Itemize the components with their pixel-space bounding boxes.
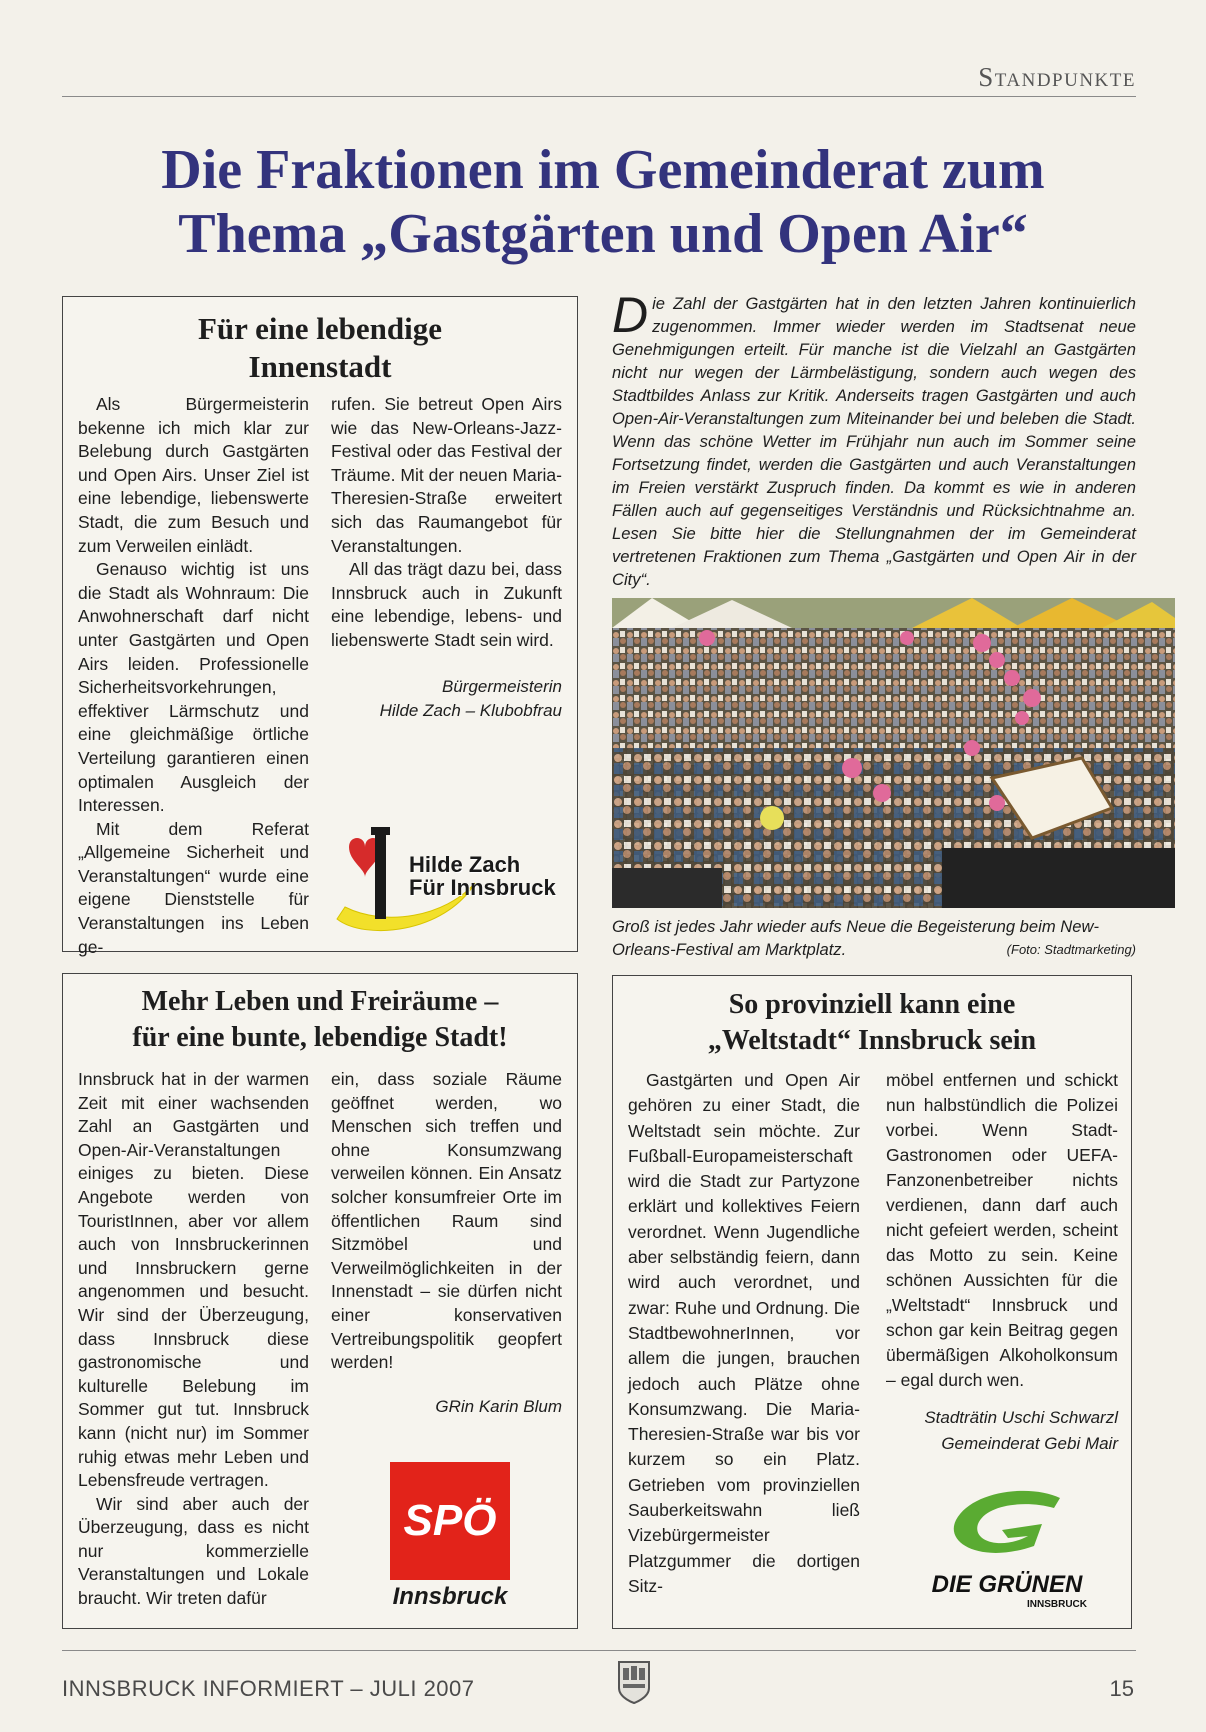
gruene-logo bbox=[907, 1486, 1107, 1611]
bottom-rule bbox=[62, 1650, 1136, 1651]
spoe-logo bbox=[390, 1462, 510, 1614]
festival-photo bbox=[612, 598, 1175, 908]
hilde-zach-logo bbox=[325, 817, 565, 937]
footer-publication: INNSBRUCK INFORMIERT – JULI 2007 bbox=[62, 1676, 475, 1701]
hilde-zach-logo-text bbox=[409, 853, 556, 899]
gruene-logo-name: DIE GRÜNEN bbox=[931, 1571, 1083, 1598]
paragraph: Mit dem Referat „Allgemeine Sicherheit und Veranstaltungen“ wurde eine eigene Dienststelle für Veranstaltungen ins Leben ge- bbox=[78, 818, 309, 957]
paragraph: rufen. Sie betreut Open Airs wie das New-Orleans-Jazz-Festival oder das Festival der Träume. Mit der neuen Maria-Theresien-Straße erweitert sich das Raumangebot für Veranstaltungen. bbox=[331, 394, 562, 556]
box3-title-line-2: „Weltstadt“ Innsbruck sein bbox=[707, 1025, 1037, 1056]
innsbruck-crest-icon bbox=[617, 1660, 651, 1709]
section-label: Standpunkte bbox=[978, 62, 1136, 92]
paragraph: Als Bürgermeisterin bekenne ich mich klar zur Belebung durch Gastgärten und Open Airs. Unser Ziel ist eine lebendige, liebenswerte Stadt, die zum Besuch und zum Verweilen einlädt. bbox=[78, 394, 309, 556]
paragraph: Genauso wichtig ist uns die Stadt als Wohnraum: Die Anwohnerschaft darf nicht unter Gastgärten und Open Airs leiden. Professionelle Sicherheitsvorkehrungen, effektiver Lärmschutz und eine gleichmäßige örtliche Verteilung garantieren einen optimalen Ausgleich der Interessen. bbox=[78, 559, 309, 816]
box3-title-line-1: So provinziell kann eine bbox=[728, 989, 1016, 1020]
box2-title-line-2: für eine bunte, lebendige Stadt! bbox=[132, 1022, 508, 1053]
top-rule bbox=[62, 96, 1136, 97]
spoe-logo-box: SPÖ bbox=[390, 1462, 510, 1580]
box2-title-line-1: Mehr Leben und Freiräume – bbox=[141, 986, 499, 1017]
photo-credit: (Foto: Stadtmarketing) bbox=[1006, 942, 1136, 957]
logo-line-1: Hilde Zach bbox=[409, 852, 521, 877]
box2-signature: GRin Karin Blum bbox=[435, 1396, 562, 1416]
logo-line-2: Für Innsbruck bbox=[409, 875, 556, 900]
spoe-logo-city: Innsbruck bbox=[392, 1583, 508, 1610]
statement-box-gruene bbox=[612, 975, 1132, 1629]
crest-graphic bbox=[617, 1660, 651, 1704]
page-title-line-1: Die Fraktionen im Gemeinderat zum bbox=[161, 139, 1045, 201]
signature-title: Bürgermeisterin bbox=[442, 676, 562, 696]
box1-column-1 bbox=[78, 393, 309, 959]
box1-title-line-2: Innenstadt bbox=[248, 349, 392, 384]
paragraph: möbel entfernen und schickt nun halbstündlich die Polizei vorbei. Wenn Stadt-Gastronomen oder UEFA-Fanzonenbetreiber nichts verdienen, dann darf auch nicht gefeiert werden, scheint das Motto zu sein. Keine schönen Aussichten für die „Weltstadt“ Innsbruck und schon gar kein Beitrag gegen übermäßigen Alkoholkonsum – egal durch wen. bbox=[886, 1070, 1118, 1390]
statement-box-spoe bbox=[62, 973, 578, 1629]
box1-title-line-1: Für eine lebendige bbox=[198, 311, 442, 346]
box2-column-1 bbox=[78, 1068, 309, 1611]
page-title bbox=[62, 138, 1144, 266]
paragraph: ein, dass soziale Räume geöffnet werden, wo Menschen sich treffen und ohne Konsumzwang verweilen können. Ein Ansatz solcher konsumfreier Orte im öffentlichen Raum sind Sitzmöbel und Verweilmöglichkeiten in der Innenstadt – sie dürfen nicht einer konservativen Vertreibungspolitik geopfert werden! bbox=[331, 1069, 562, 1373]
statement-box-oevp bbox=[62, 296, 578, 957]
drop-cap: D bbox=[612, 287, 649, 343]
intro-text bbox=[612, 287, 1136, 591]
paragraph: Innsbruck hat in der warmen Zeit mit einer wachsenden Zahl an Gastgärten und Open-Air-Veranstaltungen einiges zu bieten. Diese Angebote werden von TouristInnen, aber vor allem auch von Innsbruckerinnen und Innsbruckern gerne angenommen und besucht. Wir sind der Überzeugung, dass Innsbruck diese gastronomische und kulturelle Belebung im Sommer gut tut. Innsbruck kann (nicht nur) im Sommer ruhig etwas mehr Leben und Lebensfreude vertragen. bbox=[78, 1069, 309, 1491]
paragraph: All das trägt dazu bei, dass Innsbruck auch in Zukunft eine lebendige, lebens- und liebenswerte Stadt sein wird. bbox=[331, 559, 562, 650]
page-number: 15 bbox=[1109, 1676, 1134, 1701]
page-title-line-2: Thema „Gastgärten und Open Air“ bbox=[178, 203, 1028, 265]
box3-title bbox=[613, 987, 1131, 1059]
gruene-logo-city: INNSBRUCK bbox=[1027, 1599, 1087, 1610]
caption-text: Groß ist jedes Jahr wieder aufs Neue die Begeisterung beim New-Orleans-Festival am Marktplatz. bbox=[612, 917, 1099, 959]
box1-title bbox=[63, 310, 577, 386]
box3-column-1 bbox=[628, 1068, 860, 1599]
gruene-logo-icon bbox=[942, 1486, 1072, 1566]
box1-signature bbox=[331, 675, 562, 723]
signature-line-2: Gemeinderat Gebi Mair bbox=[941, 1434, 1118, 1453]
photo-caption bbox=[612, 915, 1136, 961]
paragraph: Wir sind aber auch der Überzeugung, dass es nicht nur kommerzielle Veranstaltungen und Lokale braucht. Wir treten dafür bbox=[78, 1493, 309, 1609]
box2-title bbox=[63, 984, 577, 1056]
signature-line-1: Stadträtin Uschi Schwarzl bbox=[924, 1408, 1118, 1427]
crowd-photo-graphic bbox=[612, 598, 1175, 908]
intro-paragraph: ie Zahl der Gastgärten hat in den letzten Jahren kontinuierlich zugenommen. Immer wieder werden im Stadtsenat neue Genehmigungen erteilt. Für manche ist die Vielzahl an Gastgärten nicht nur wegen der Lärmbelästigung, sondern auch wegen des Stadtbildes Anlass zur Kritik. Anderseits tragen Gastgärten und auch Open-Air-Veranstaltungen zum Miteinander bei und beleben die Stadt. Wenn das schöne Wetter im Frühjahr nun auch im Sommer seine Fortsetzung findet, werden die Gastgärten und auch Veranstaltungen im Freien verstärkt Zuspruch finden. Da kommt es wie in anderen Fällen auch auf gegenseitiges Verständnis und Rücksichtnahme an. Lesen Sie bitte hier die Stellungnahmen der im Gemeinderat vertretenen Fraktionen zum Thema „Gastgärten und Open Air in der City“. bbox=[612, 294, 1136, 589]
box3-signature bbox=[886, 1405, 1118, 1457]
signature-name: Hilde Zach – Klubobfrau bbox=[379, 700, 562, 720]
paragraph: Gastgärten und Open Air gehören zu einer Stadt, die Weltstadt sein möchte. Zur Fußball-Europameisterschaft wird die Stadt zur Partyzone erklärt und kollektives Feiern verordnet. Wenn Jugendliche aber selbständig feiern, dann wird auch verordnet, und zwar: Ruhe und Ordnung. Die StadtbewohnerInnen, vor allem die jungen, brauchen jedoch auch Plätze ohne Konsumzwang. Die Maria-Theresien-Straße war bis vor kurzem so ein Platz. Getrieben vom provinziellen Sauberkeitswahn ließ Vizebürgermeister Platzgummer die dortigen Sitz- bbox=[628, 1070, 860, 1596]
